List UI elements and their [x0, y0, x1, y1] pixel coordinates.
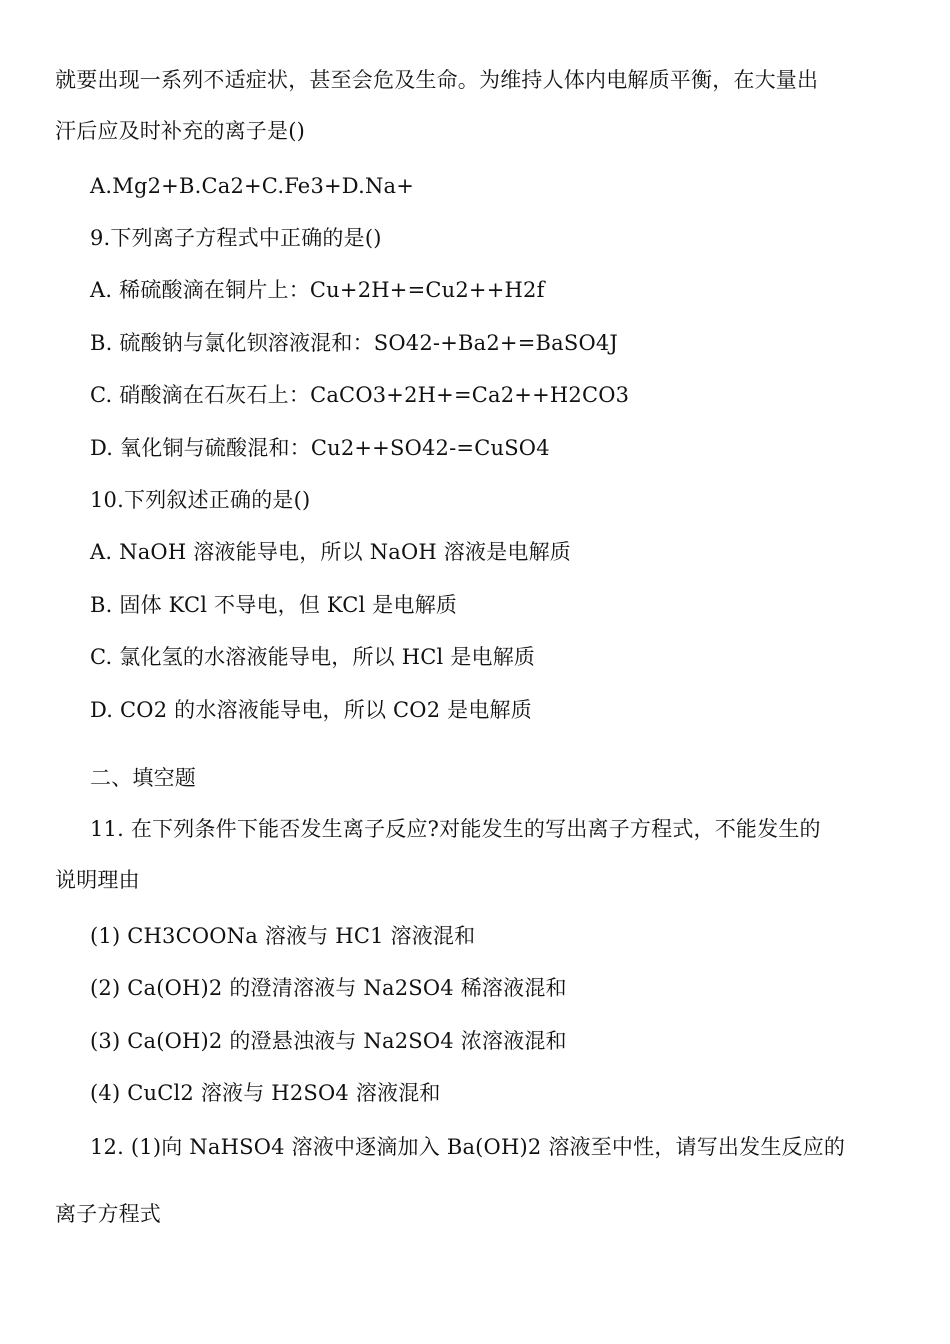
question-10: 10.下列叙述正确的是()	[90, 488, 311, 512]
text-line: 离子方程式	[55, 1202, 161, 1226]
option-c: C. 硝酸滴在石灰石上：CaCO3+2H+=Ca2++H2CO3	[90, 383, 630, 407]
question-11: 11. 在下列条件下能否发生离子反应?对能发生的写出离子方程式，不能发生的	[90, 817, 821, 841]
sub-item-3: (3) Ca(OH)2 的澄悬浊液与 Na2SO4 浓溶液混和	[90, 1029, 567, 1053]
option-a: A. NaOH 溶液能导电，所以 NaOH 溶液是电解质	[90, 540, 571, 564]
question-12: 12. (1)向 NaHSO4 溶液中逐滴加入 Ba(OH)2 溶液至中性，请写出发生反应的	[90, 1135, 846, 1159]
option-d: D. CO2 的水溶液能导电，所以 CO2 是电解质	[90, 698, 532, 722]
text-line: 就要出现一系列不适症状，甚至会危及生命。为维持人体内电解质平衡，在大量出	[55, 68, 819, 92]
option-b: B. 固体 KCl 不导电，但 KCl 是电解质	[90, 593, 458, 617]
option-a: A. 稀硫酸滴在铜片上：Cu+2H+=Cu2++H2f	[90, 278, 545, 302]
sub-item-2: (2) Ca(OH)2 的澄清溶液与 Na2SO4 稀溶液混和	[90, 976, 567, 1000]
option-d: D. 氧化铜与硫酸混和：Cu2++SO42-=CuSO4	[90, 436, 550, 460]
sub-item-4: (4) CuCl2 溶液与 H2SO4 溶液混和	[90, 1081, 441, 1105]
option-b: B. 硫酸钠与氯化钡溶液混和：SO42-+Ba2+=BaSO4J	[90, 331, 619, 355]
text-line: 说明理由	[55, 868, 140, 892]
option-c: C. 氯化氢的水溶液能导电，所以 HCl 是电解质	[90, 645, 536, 669]
sub-item-1: (1) CH3COONa 溶液与 HC1 溶液混和	[90, 924, 476, 948]
answer-options: A.Mg2+B.Ca2+C.Fe3+D.Na+	[90, 174, 415, 198]
section-heading: 二、填空题	[90, 766, 196, 790]
text-line: 汗后应及时补充的离子是()	[55, 119, 305, 143]
question-9: 9.下列离子方程式中正确的是()	[90, 226, 382, 250]
